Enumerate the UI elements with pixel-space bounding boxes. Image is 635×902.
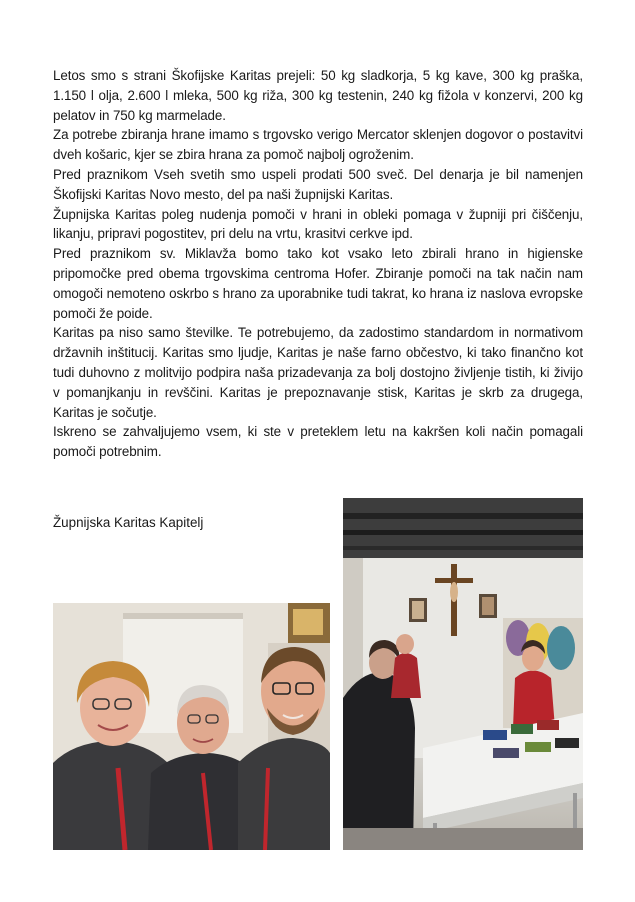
storage-room-illustration: [343, 498, 583, 850]
article-body: [53, 66, 583, 462]
paragraph-parish-help: Župnijska Karitas poleg nudenja pomoči v hrani in obleki pomaga v župniji pri čiščenju, likanju, pripravi pogostitev, pri delu na vrtu, krasitvi cerkve ipd.: [53, 206, 583, 242]
signature: Župnijska Karitas Kapitelj: [53, 515, 204, 530]
volunteers-illustration: [53, 603, 330, 850]
paragraph-mercator: Za potrebe zbiranja hrane imamo s trgovsko verigo Mercator sklenjen dogovor o postavitvi dveh košaric, kjer se zbira hrana za pomoč najbolj ogroženim.: [53, 127, 583, 163]
photo-three-volunteers: [53, 603, 330, 850]
paragraph-miklavz: Pred praznikom sv. Miklavža bomo tako kot vsako leto zbirali hrano in higienske pripomočke pred obema trgovskima centroma Hofer. Zbiranje pomoči na tak način nam omogoči nemoteno oskrbo s hrano za uporabnike tudi takrat, ko hrana iz naslova evropske pomoči že poide.: [53, 246, 583, 321]
paragraph-donations: Letos smo s strani Škofijske Karitas prejeli: 50 kg sladkorja, 5 kg kave, 300 kg praška, 1.150 l olja, 2.600 l mleka, 500 kg riža, 300 kg testenin, 240 kg fižola v konzervi, 200 kg pelatov in 750 kg marmelade.: [53, 68, 583, 123]
paragraph-not-numbers: Karitas pa niso samo številke. Te potrebujemo, da zadostimo standardom in normativom državnih inštitucij. Karitas smo ljudje, Karitas je naše farno občestvo, ki tako finančno kot tudi duhovno z molitvijo podpira naša prizadevanja za bolj dostojno življenje tistih, ki živijo v pomanjkanju in revščini. Karitas je prepoznavanje stisk, Karitas je skrb za drugega, Karitas je sočutje.: [53, 325, 583, 420]
paragraph-thanks: Iskreno se zahvaljujemo vsem, ki ste v preteklem letu na kakršen koli način pomagali pomoči potrebnim.: [53, 424, 583, 460]
photo-karitas-storage-room: [343, 498, 583, 850]
paragraph-candles: Pred praznikom Vseh svetih smo uspeli prodati 500 sveč. Del denarja je bil namenjen Škofijski Karitas Novo mesto, del pa naši župnijski Karitas.: [53, 166, 583, 202]
